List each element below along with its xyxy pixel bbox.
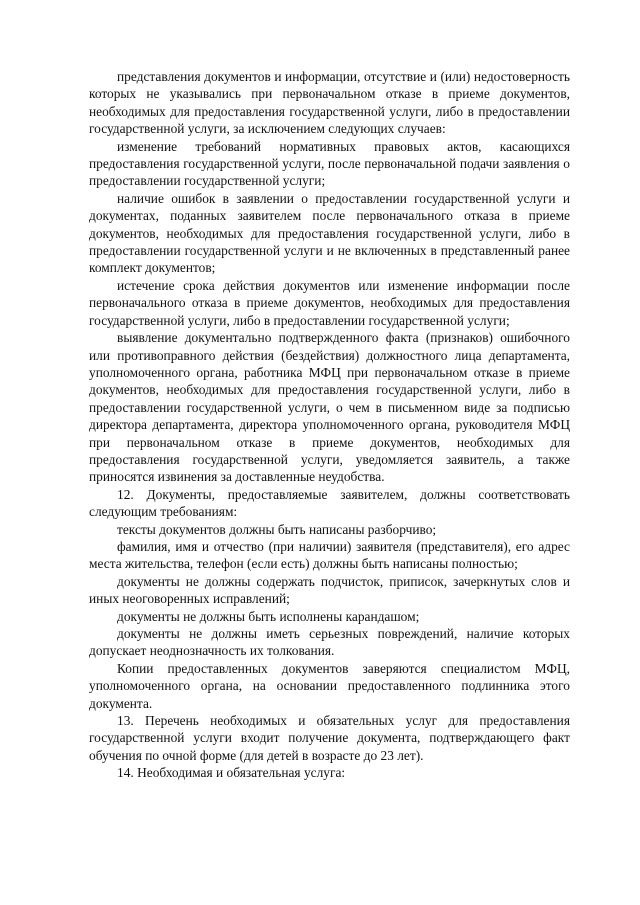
paragraph: изменение требований нормативных правовых актов, касающихся предоставления государственной услуги, после первоначальной подачи заявления о предоставлении государственной услуги; bbox=[89, 138, 570, 189]
paragraph: истечение срока действия документов или изменение информации после первоначального отказа в приеме документов, необходимых для предоставления государственной услуги, либо в предоставлении государственной услуги; bbox=[89, 277, 570, 328]
paragraph: 14. Необходимая и обязательная услуга: bbox=[117, 765, 346, 781]
paragraph: 12. Документы, предоставляемые заявителем, должны соответствовать следующим требованиям: bbox=[89, 486, 570, 520]
paragraph: представления документов и информации, отсутствие и (или) недостоверность которых не указывались при первоначальном отказе в приеме документов, необходимых для предоставления государственной услуги, либо в предоставлении государственной услуги, за исключением следующих случаев: bbox=[89, 69, 570, 137]
paragraph: Копии предоставленных документов заверяются специалистом МФЦ, уполномоченного органа, на основании предоставленного подлинника этого документа. bbox=[89, 660, 570, 711]
paragraph: документы не должны содержать подчисток, приписок, зачеркнутых слов и иных неоговоренных исправлений; bbox=[89, 573, 570, 607]
paragraph: выявление документально подтвержденного факта (признаков) ошибочного или противоправного действия (бездействия) должностного лица департамента, уполномоченного органа, работника МФЦ при первоначальном отказе в приеме документов, необходимых для предоставления государственной услуги, либо в предоставлении государственной услуги, о чем в письменном виде за подписью директора департамента, директора уполномоченного органа, руководителя МФЦ при первоначальном отказе в приеме документов, необходимых для предоставления государственной услуги, уведомляется заявитель, а также приносятся извинения за доставленные неудобства. bbox=[89, 330, 570, 485]
paragraph: 13. Перечень необходимых и обязательных услуг для предоставления государственной услуги входит получение документа, подтверждающего факт обучения по очной форме (для детей в возрасте до 23 лет). bbox=[89, 713, 570, 763]
paragraph: наличие ошибок в заявлении о предоставлении государственной услуги и документах, поданных заявителем после первоначального отказа в приеме документов, необходимых для предоставления государственной услуги, либо в предоставлении государственной услуги и не включенных в представленный ранее комплект документов; bbox=[89, 190, 570, 276]
paragraph: документы не должны иметь серьезных повреждений, наличие которых допускает неоднозначность их толкования. bbox=[89, 626, 570, 659]
paragraph: документы не должны быть исполнены карандашом; bbox=[117, 608, 420, 624]
paragraph: тексты документов должны быть написаны разборчиво; bbox=[117, 521, 437, 537]
paragraph: фамилия, имя и отчество (при наличии) заявителя (представителя), его адрес места жительства, телефон (если есть) должны быть написаны полностью; bbox=[89, 538, 570, 572]
